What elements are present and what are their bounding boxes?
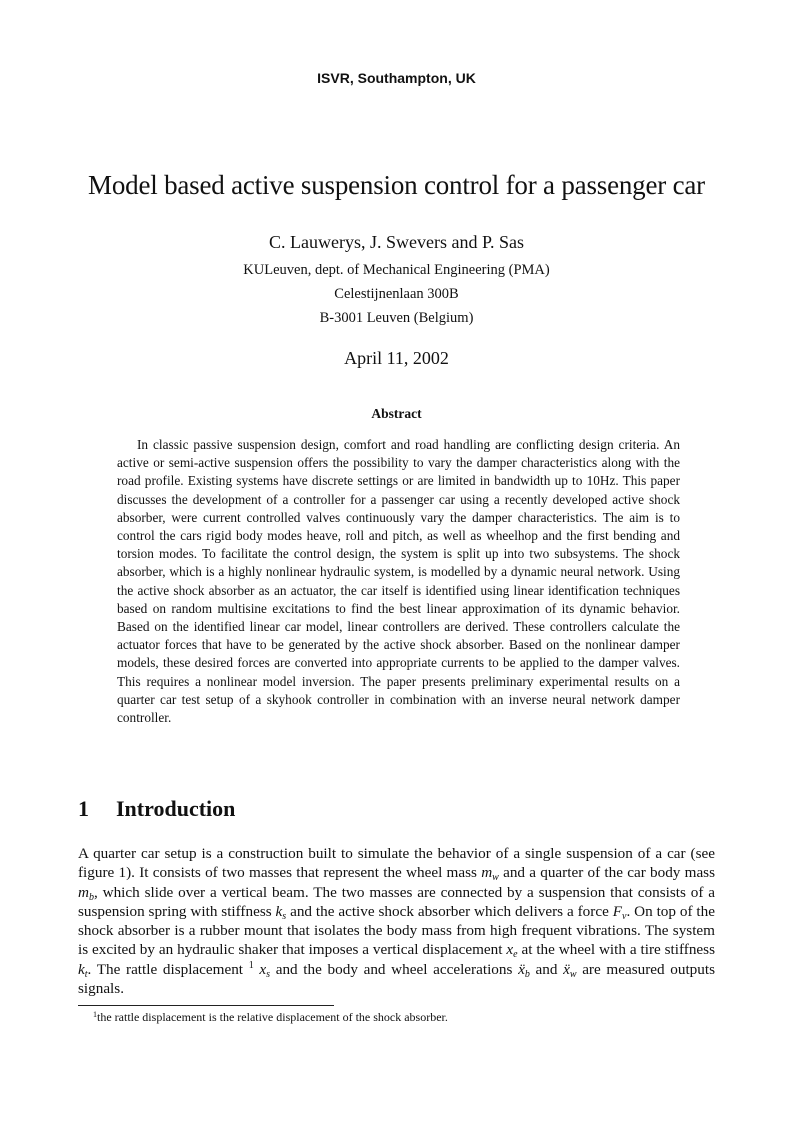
section-number: 1 [78, 796, 89, 821]
math-body-acceleration: ẍ$_b$ [518, 960, 530, 980]
paper-date: April 11, 2002 [344, 348, 449, 368]
math-wheel-mass: $m_w$ [481, 864, 499, 884]
abstract-text: In classic passive suspension design, comfort and road handling are conflicting design criteria. An active or semi-active suspension offers the possibility to vary the damper characteristics along with the road profile. Existing systems have discrete settings or are limited in bandwidth up to 10Hz. This paper discusses the development of a controller for a passenger car using a recently developed active shock absorber, were current controlled valves continuously vary the damper characteristics. The aim is to control the cars rigid body modes heave, roll and pitch, as well as wheelhop and the first bending and torsion modes. To facilitate the control design, the system is split up into two subsystems. The shock absorber, which is a highly nonlinear hydraulic system, is modelled by a dynamic neural network. Using the active shock absorber as an actuator, the car itself is identified using linear identification techniques based on random multisine excitations to find the best linear approximation of its dynamic behavior. Based on the identified linear car model, linear controllers are derived. These controllers calculate the actuator forces that have to be generated by the active shock absorber. Based on the nonlinear damper models, these desired forces are converted into appropriate currents to be applied to the damper valves. This requires a nonlinear model inversion. The paper presents preliminary experimental results on a quarter car test setup of a skyhook controller in combination with an inverse neural network damper controller. [117, 437, 680, 726]
author-list: C. Lauwerys, J. Swevers and P. Sas [269, 232, 524, 252]
math-force: $F_v$ [612, 902, 627, 922]
conference-header: ISVR, Southampton, UK [317, 70, 476, 86]
footnote-divider [78, 1005, 334, 1006]
section-title: Introduction [116, 796, 236, 821]
paper-title: Model based active suspension control for a passenger car [88, 170, 705, 200]
math-tire-stiffness: $k_t$ [78, 960, 88, 980]
math-rattle-displacement: $x_s$ [259, 960, 271, 980]
abstract-heading: Abstract [371, 406, 422, 421]
footnote [93, 1010, 448, 1025]
affiliation-line: B-3001 Leuven (Belgium) [319, 310, 474, 326]
footnote-text: the rattle displacement is the relative displacement of the shock absorber. [97, 1010, 448, 1024]
math-body-mass: $m_b$ [78, 883, 94, 903]
math-excitation-displacement: $x_e$ [506, 941, 518, 961]
math-spring-stiffness: $k_s$ [275, 902, 287, 922]
affiliation-line: Celestijnenlaan 300B [334, 286, 459, 302]
math-wheel-acceleration: ẍ$_w$ [563, 960, 577, 980]
section-heading [78, 796, 235, 822]
footnote-mark: 1 [93, 1010, 97, 1019]
footnote-reference[interactable]: 1 [248, 959, 254, 971]
affiliation-line: KULeuven, dept. of Mechanical Engineering (PMA) [243, 262, 550, 278]
introduction-paragraph: A quarter car setup is a construction built to simulate the behavior of a single suspension of a car (see figure 1). It consists of two masses that represent the wheel mass $m_w$ and a quarter of the car body mass $m_b$, which slide over a vertical beam. The two masses are connected by a suspension that consists of a suspension spring with stiffness $k_s$ and the active shock absorber which delivers a force $F_v$. On top of the shock absorber is a rubber mount that isolates the body mass from high frequent vibrations. The system is excited by an hydraulic shaker that imposes a vertical displacement $x_e$ at the wheel with a tire stiffness $k_t$. The rattle displacement $^1$ $x_s$ and the body and wheel accelerations ẍ$_b$ and ẍ$_w$ are measured outputs signals. [78, 845, 716, 998]
